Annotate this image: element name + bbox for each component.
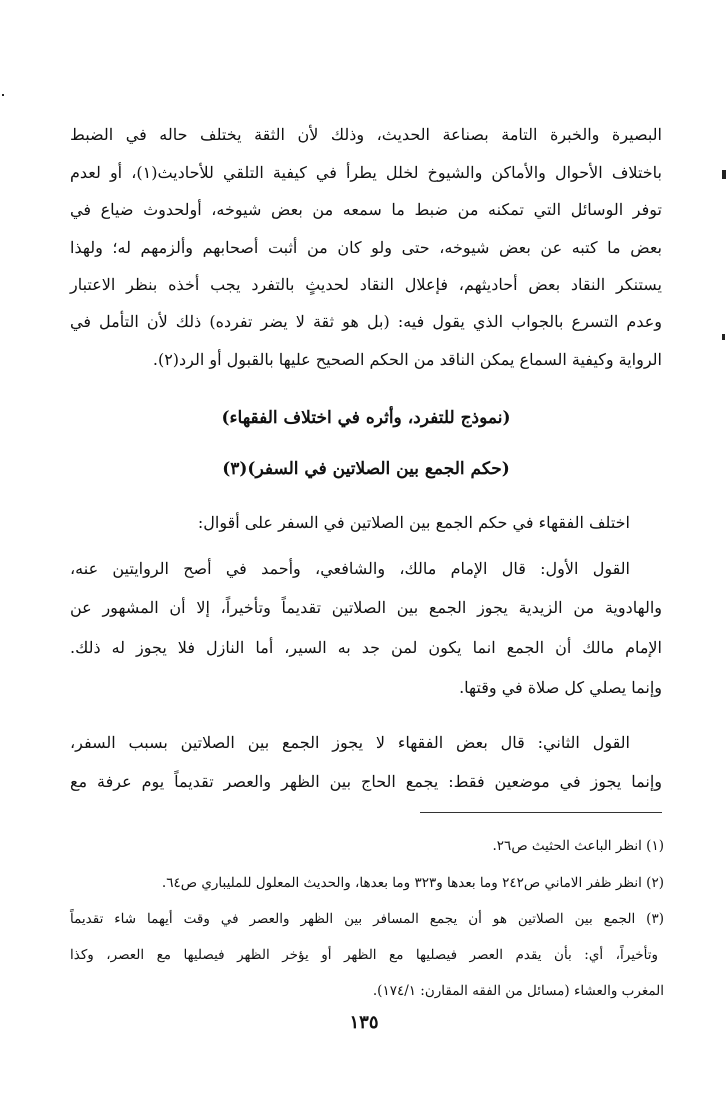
section-subheading: (حكم الجمع بين الصلاتين في السفر)(٣) bbox=[222, 459, 510, 479]
margin-mark bbox=[722, 170, 726, 179]
body-line: والهادوية من الزيدية يجوز الجمع بين الصلاتين تقديماً وتأخيراً، إلا أن المشهور عن bbox=[70, 598, 662, 617]
body-line: الإمام مالك أن الجمع انما يكون لمن جد به السير، أما النازل فلا يجوز له ذلك. bbox=[70, 638, 662, 657]
body-line: باختلاف الأحوال والأماكن والشيوخ لخلل يطرأ في كيفية التلقي للأحاديث(١)، أو لعدم bbox=[70, 163, 662, 182]
body-line: البصيرة والخبرة التامة بصناعة الحديث، وذلك لأن الثقة يختلف حاله في الضبط bbox=[70, 125, 662, 144]
body-line: القول الثاني: قال بعض الفقهاء لا يجوز الجمع بين الصلاتين بسبب السفر، bbox=[70, 733, 630, 752]
body-line: القول الأول: قال الإمام مالك، والشافعي، وأحمد في أصح الروايتين عنه، bbox=[70, 559, 630, 578]
margin-mark bbox=[2, 94, 4, 96]
body-line: يستنكر النقاد بعض أحاديثهم، فإعلال النقاد لحديثٍ بالتفرد يجب أخذه بنظر الاعتبار bbox=[70, 275, 662, 294]
body-line: بعض ما كتبه عن بعض شيوخه، حتى ولو كان من أثبت أصحابهم وألزمهم له؛ ولهذا bbox=[70, 238, 662, 257]
body-line: توفر الوسائل التي تمكنه من ضبط ما سمعه من بعض شيوخه، أولحدوث ضياع في bbox=[70, 200, 662, 219]
footnote-continuation: المغرب والعشاء (مسائل من الفقه المقارن: ١٧٤/١). bbox=[372, 983, 664, 999]
section-heading: (نموذج للتفرد، وأثره في اختلاف الفقهاء) bbox=[221, 408, 511, 428]
footnote: (٢) انظر ظفر الاماني ص٢٤٢ وما بعدها و٣٢٣ وما بعدها، والحديث المعلول للمليباري ص٦٤. bbox=[161, 875, 664, 891]
footnote-continuation: وتأخيراً، أي: بأن يقدم العصر فيصليها مع الظهر أو يؤخر الظهر فيصليها مع العصر، وكذا bbox=[70, 947, 658, 963]
footnote-separator bbox=[420, 812, 662, 813]
footnote: (١) انظر الباعث الحثيث ص٢٦. bbox=[492, 838, 664, 854]
body-line: وإنما يصلي كل صلاة في وقتها. bbox=[459, 678, 662, 697]
footnote: (٣) الجمع بين الصلاتين هو أن يجمع المسافر بين الظهر والعصر في وقت أيهما شاء تقديماً bbox=[70, 911, 664, 927]
body-line: وإنما يجوز في موضعين فقط: يجمع الحاج بين الظهر والعصر تقديماً يوم عرفة مع bbox=[70, 772, 662, 791]
margin-mark bbox=[722, 334, 725, 340]
body-line: اختلف الفقهاء في حكم الجمع بين الصلاتين في السفر على أقوال: bbox=[197, 513, 630, 532]
body-line: وعدم التسرع بالجواب الذي يقول فيه: (بل هو ثقة لا يضر تفرده) ذلك لأن التأمل في bbox=[70, 312, 662, 331]
body-line: الرواية وكيفية السماع يمكن الناقد من الحكم الصحيح عليها بالقبول أو الرد(٢). bbox=[152, 350, 662, 369]
page-number: ١٣٥ bbox=[349, 1012, 379, 1033]
